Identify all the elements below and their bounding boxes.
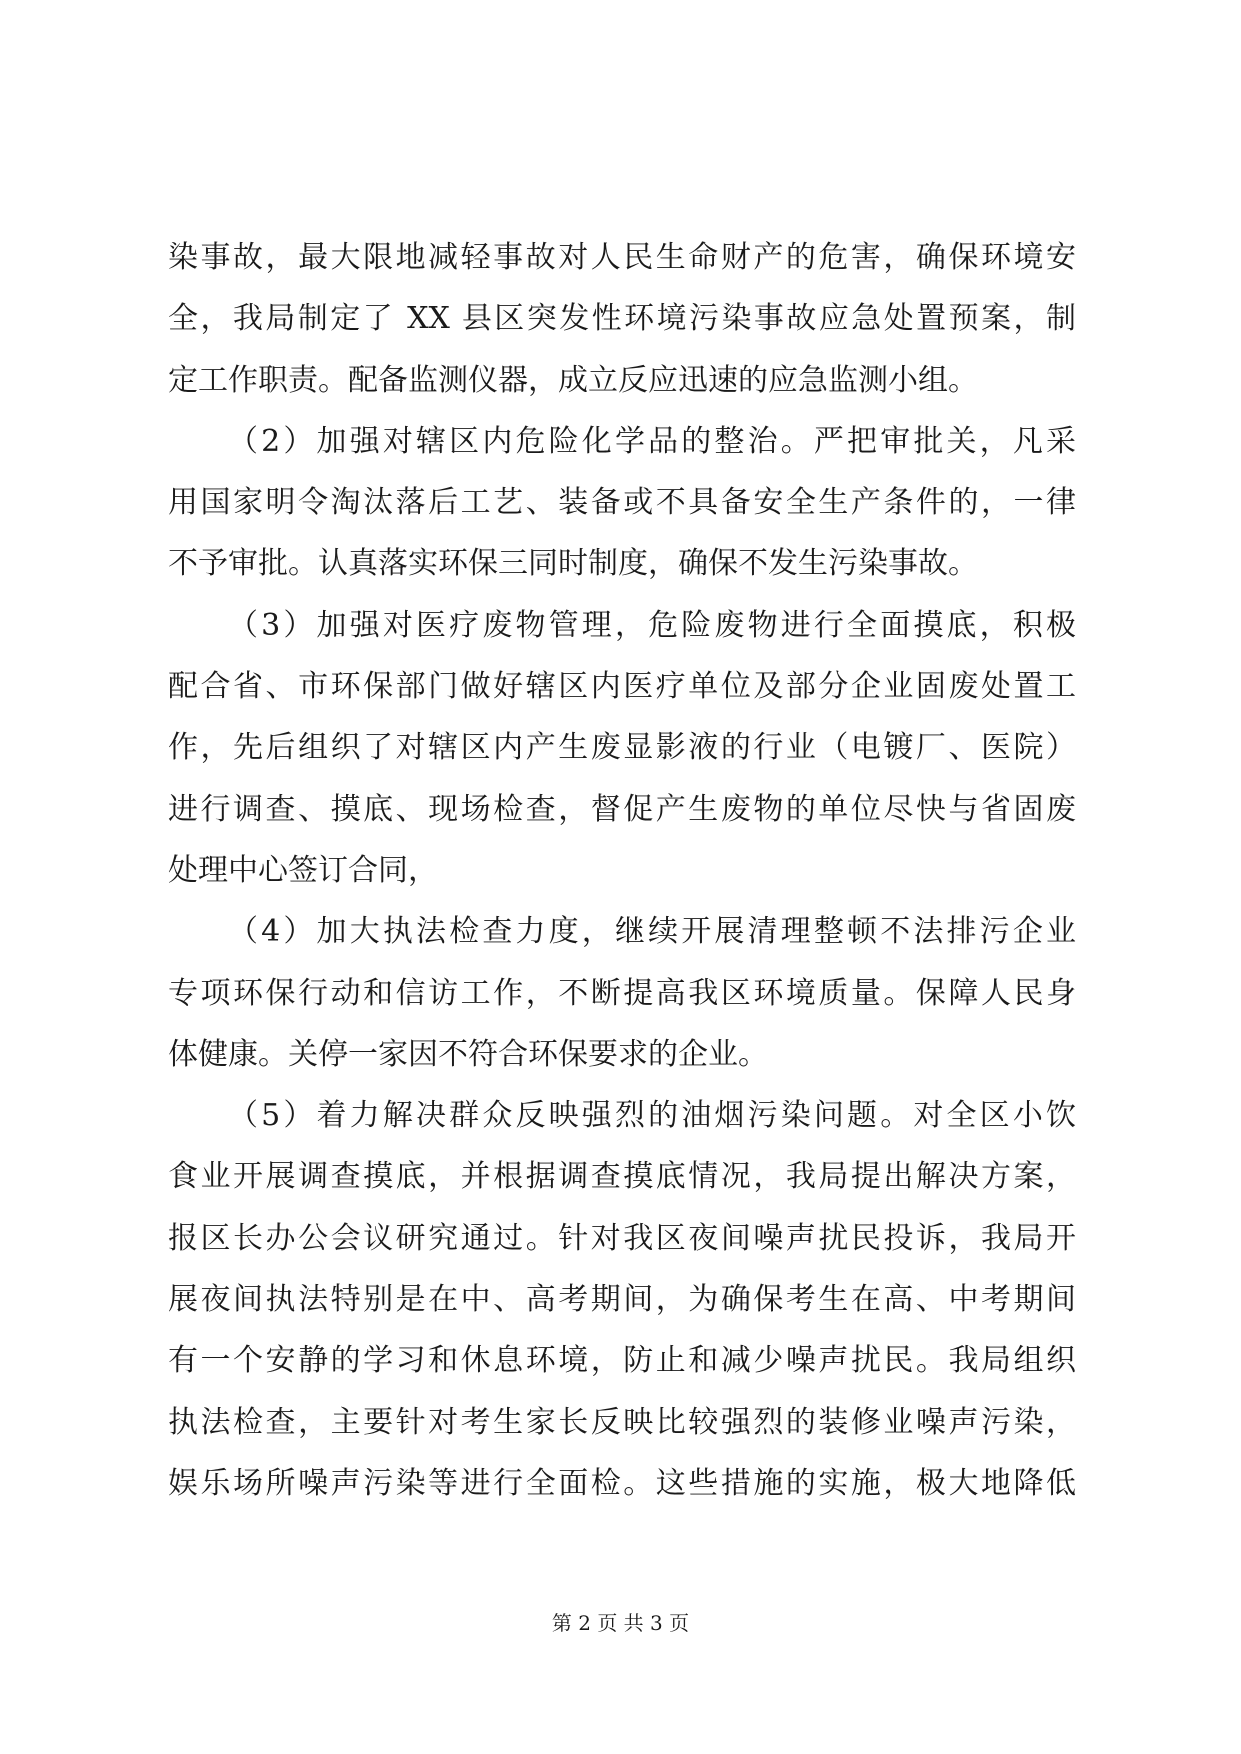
text-line: 染事故，最大限地减轻事故对人民生命财产的危害，确保环境安 — [168, 240, 1076, 275]
text-line: 执法检查，主要针对考生家长反映比较强烈的装修业噪声污染， — [168, 1404, 1076, 1440]
text-line: 专项环保行动和信访工作，不断提高我区环境质量。保障人民身 — [168, 975, 1076, 1011]
text-line: 全，我局制定了 XX 县区突发性环境污染事故应急处置预案，制 — [168, 301, 1076, 337]
text-line: 配合省、市环保部门做好辖区内医疗单位及部分企业固废处置工 — [168, 669, 1076, 705]
text-line: 定工作职责。配备监测仪器，成立反应迅速的应急监测小组。 — [168, 362, 978, 398]
text-line: 有一个安静的学习和休息环境，防止和减少噪声扰民。我局组织 — [168, 1343, 1076, 1379]
text-line: （2）加强对辖区内危险化学品的整治。严把审批关，凡采 — [228, 423, 1076, 459]
text-line: 用国家明令淘汰落后工艺、装备或不具备安全生产条件的，一律 — [168, 485, 1076, 521]
text-line: 展夜间执法特别是在中、高考期间，为确保考生在高、中考期间 — [168, 1282, 1076, 1318]
text-line: 娱乐场所噪声污染等进行全面检。这些措施的实施，极大地降低 — [168, 1465, 1076, 1501]
text-line: 不予审批。认真落实环保三同时制度，确保不发生污染事故。 — [168, 546, 978, 582]
text-line: 食业开展调查摸底，并根据调查摸底情况，我局提出解决方案， — [168, 1159, 1076, 1195]
text-line: 体健康。关停一家因不符合环保要求的企业。 — [168, 1036, 768, 1072]
page-number-footer: 第 2 页 共 3 页 — [551, 1611, 690, 1635]
text-line: 进行调查、摸底、现场检查，督促产生废物的单位尽快与省固废 — [168, 791, 1076, 827]
text-line: 报区长办公会议研究通过。针对我区夜间噪声扰民投诉，我局开 — [168, 1220, 1076, 1256]
text-line: （3）加强对医疗废物管理，危险废物进行全面摸底，积极 — [228, 607, 1076, 643]
text-line: （4）加大执法检查力度，继续开展清理整顿不法排污企业 — [228, 914, 1076, 950]
text-line: （5）着力解决群众反映强烈的油烟污染问题。对全区小饮 — [228, 1098, 1076, 1134]
text-line: 作，先后组织了对辖区内产生废显影液的行业（电镀厂、医院） — [168, 730, 1076, 766]
text-line: 处理中心签订合同， — [168, 852, 438, 888]
document-body — [168, 227, 1076, 1514]
